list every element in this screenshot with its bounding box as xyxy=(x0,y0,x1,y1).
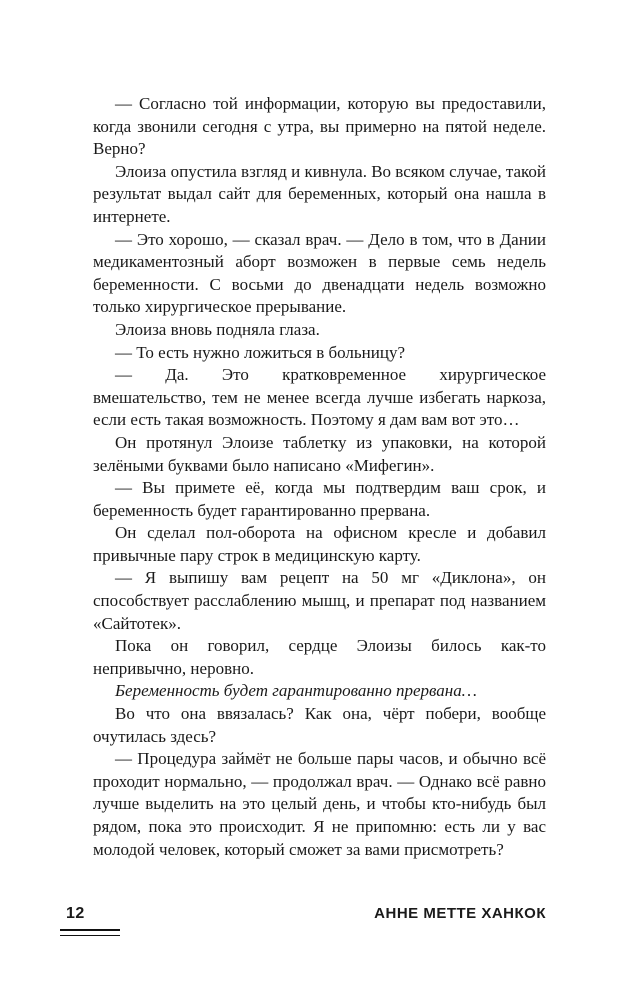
body-text xyxy=(93,93,546,861)
paragraph: Пока он говорил, сердце Элоизы билось как-то непривычно, неровно. xyxy=(93,636,546,678)
paragraph: Элоиза опустила взгляд и кивнула. Во всяком случае, такой результат выдал сайт для беременных, который она нашла в интернете. xyxy=(93,161,547,226)
page-footer xyxy=(0,905,619,945)
paragraph: Он сделал пол-оборота на офисном кресле и добавил привычные пару строк в медицинскую карту. xyxy=(93,523,546,565)
paragraph: — Согласно той информации, которую вы предоставили, когда звонили сегодня с утра, вы примерно на пятой неделе. Верно? xyxy=(93,94,546,159)
paragraph: Он протянул Элоизе таблетку из упаковки, на которой зелёными буквами было написано «Мифегин». xyxy=(93,432,546,475)
footer-rule-thin xyxy=(60,935,120,936)
footer-rule-thick xyxy=(60,929,120,931)
paragraph: — Это хорошо, — сказал врач. — Дело в том, что в Дании медикаментозный аборт возможен в первые семь недель беременности. С восьми до двенадцати недель возможно только хирургическое прерывание. xyxy=(93,229,546,317)
paragraph: Во что она ввязалась? Как она, чёрт побери, вообще очутилась здесь? xyxy=(93,704,546,746)
italic-paragraph: Беременность будет гарантированно прервана… xyxy=(115,681,477,701)
running-head-author: АННЕ МЕТТЕ ХАНКОК xyxy=(374,905,546,922)
paragraph: — Я выпишу вам рецепт на 50 мг «Диклона», он способствует расслаблению мышц, и препарат под названием «Сайтотек». xyxy=(93,568,546,633)
paragraph: — Да. Это кратковременное хирургическое вмешательство, тем не менее всегда лучше избегать наркоза, если есть такая возможность. Поэтому я дам вам вот это… xyxy=(93,365,546,430)
paragraph: — То есть нужно ложиться в больницу? xyxy=(115,342,405,362)
paragraph: — Процедура займёт не больше пары часов, и обычно всё проходит нормально, — продолжал врач. — Однако всё равно лучше выделить на это целый день, и чтобы кто-нибудь был рядом, пока это происходит. Я не припомню: есть ли у вас молодой человек, который сможет за вами присмотреть? xyxy=(93,749,546,859)
page-number: 12 xyxy=(66,905,85,922)
paragraph: — Вы примете её, когда мы подтвердим ваш срок, и беременность будет гарантированно прервана. xyxy=(93,478,546,520)
paragraph: Элоиза вновь подняла глаза. xyxy=(115,319,320,339)
